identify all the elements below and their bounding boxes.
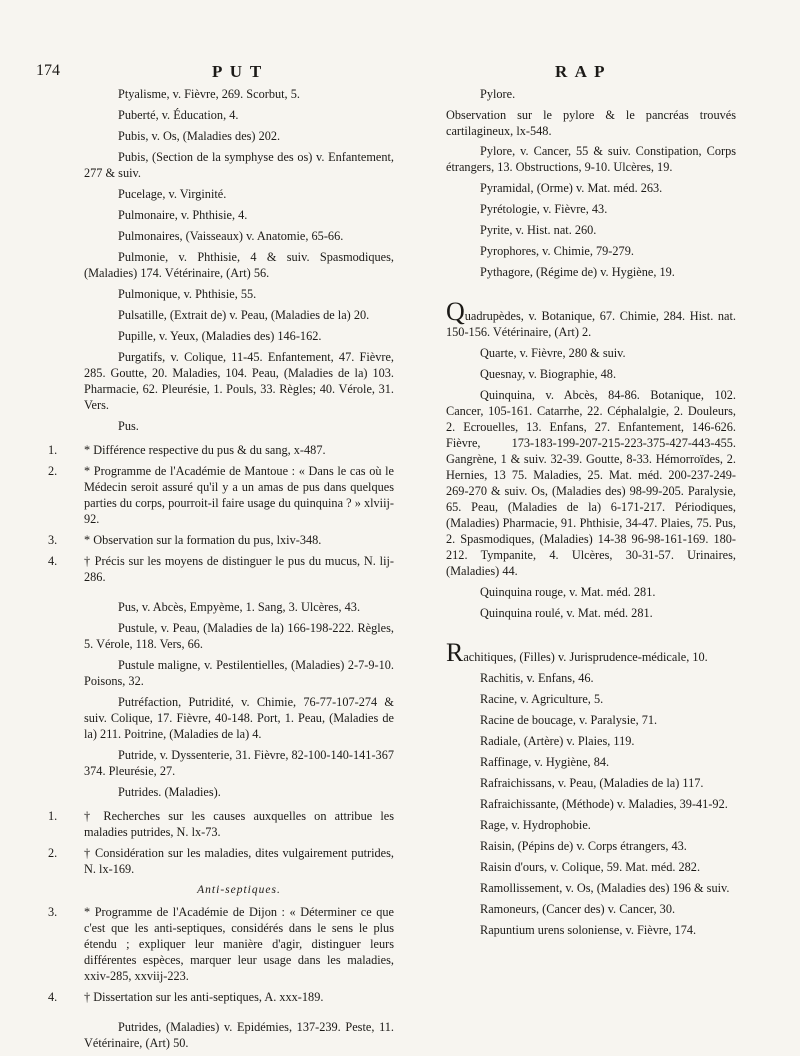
index-entry: Quesnay, v. Biographie, 48. (480, 367, 617, 381)
index-entry: Ramoneurs, (Cancer des) v. Cancer, 30. (480, 902, 676, 916)
reference-text: * Observation sur la formation du pus, lxiv-348. (84, 533, 322, 547)
index-entry: Pulsatille, (Extrait de) v. Peau, (Maladies de la) 20. (118, 308, 370, 322)
numbered-reference (48, 553, 394, 585)
reference-text: * Différence respective du pus & du sang, x-487. (84, 443, 326, 457)
section-entry-text: achitiques, (Filles) v. Jurisprudence-médicale, 10. (463, 650, 708, 664)
reference-number: 1. (48, 443, 58, 457)
numbered-reference (48, 845, 394, 877)
index-entry: Putrides. (Maladies). (118, 785, 221, 799)
reference-number: 3. (48, 905, 58, 919)
index-entry: Quinquina rouge, v. Mat. méd. 281. (480, 585, 656, 599)
index-entry: Raffinage, v. Hygiène, 84. (480, 755, 610, 769)
index-entry: Pupille, v. Yeux, (Maladies des) 146-162. (118, 329, 322, 343)
index-entry: Raisin d'ours, v. Colique, 59. Mat. méd. 282. (480, 860, 701, 874)
index-entry: Ramollissement, v. Os, (Maladies des) 196 & suiv. (480, 881, 730, 895)
index-entry: Radiale, (Artère) v. Plaies, 119. (480, 734, 635, 748)
left-column (48, 86, 394, 1056)
index-entry: Pucelage, v. Virginité. (118, 187, 227, 201)
numbered-reference (48, 904, 394, 984)
index-entry: Pus, v. Abcès, Empyème, 1. Sang, 3. Ulcères, 43. (118, 600, 361, 614)
reference-text: † Précis sur les moyens de distinguer le pus du mucus, N. lij-286. (84, 554, 394, 584)
index-entry: Racine, v. Agriculture, 5. (480, 692, 604, 706)
index-entry: Rafraichissans, v. Peau, (Maladies de la) 117. (480, 776, 704, 790)
index-entry: Pyrétologie, v. Fièvre, 43. (480, 202, 608, 216)
reference-text: * Programme de l'Académie de Dijon : « Déterminer ce que c'est que les anti-septiques, considérés dans le sens le plus étendu ; expliquer leur manière d'agir, distinguer leurs différentes espèces, marquer leur usage dans les maladies, xxiv-285, xxviij-223. (84, 905, 394, 983)
subsection-heading: Anti-septiques. (197, 884, 281, 896)
reference-number: 3. (48, 533, 58, 547)
index-entry: Rafraichissante, (Méthode) v. Maladies, 39-41-92. (480, 797, 728, 811)
reference-note: Observation sur le pylore & le pancréas trouvés cartilagineux, lx-548. (446, 108, 736, 138)
index-entry: Pus. (118, 419, 139, 433)
section-initial: R (446, 638, 464, 667)
section-entry-text: uadrupèdes, v. Botanique, 67. Chimie, 284. Hist. nat. 150-156. Vétérinaire, (Art) 2. (446, 309, 736, 339)
index-entry: Pubis, v. Os, (Maladies des) 202. (118, 129, 281, 143)
reference-text: * Programme de l'Académie de Mantoue : « Dans le cas où le Médecin seroit assuré qu'il y a un amas de pus dans quelques parties du corps, pourroit-il faire usage du quinquina ? » xlviij-92. (84, 464, 394, 526)
index-entry: Quinquina roulé, v. Mat. méd. 281. (480, 606, 653, 620)
index-entry: Pylore, v. Cancer, 55 & suiv. Constipation, Corps étrangers, 13. Obstructions, 9-10. Ulcères, 19. (446, 144, 736, 174)
index-entry: Pulmonaire, v. Phthisie, 4. (118, 208, 248, 222)
running-head-right: R A P (555, 62, 607, 81)
right-column (446, 86, 736, 943)
index-entry: Quarte, v. Fièvre, 280 & suiv. (480, 346, 626, 360)
numbered-reference (48, 532, 394, 548)
index-entry: Racine de boucage, v. Paralysie, 71. (480, 713, 658, 727)
letter-section-start (446, 297, 736, 340)
index-entry: Pyrophores, v. Chimie, 79-279. (480, 244, 634, 258)
index-entry: Pubis, (Section de la symphyse des os) v. Enfantement, 277 & suiv. (84, 150, 394, 180)
index-entry: Rapuntium urens soloniense, v. Fièvre, 174. (480, 923, 697, 937)
index-entry: Ptyalisme, v. Fièvre, 269. Scorbut, 5. (118, 87, 300, 101)
reference-text: † Considération sur les maladies, dites vulgairement putrides, N. lx-169. (84, 846, 394, 876)
running-head-left: P U T (212, 62, 264, 81)
index-entry: Putride, v. Dyssenterie, 31. Fièvre, 82-100-140-141-367 374. Pleurésie, 27. (84, 748, 394, 778)
index-entry: Puberté, v. Éducation, 4. (118, 108, 239, 122)
index-entry: Purgatifs, v. Colique, 11-45. Enfantement, 47. Fièvre, 285. Goutte, 20. Maladies, 104. Peau, (Maladies de la) 103. Pharmacie, 62. Pleurésie, 1. Pouls, 33. Règles; 40. Vérole, 31. Vers. (84, 350, 394, 412)
index-entry: Pustule, v. Peau, (Maladies de la) 166-198-222. Règles, 5. Vérole, 118. Vers, 66. (84, 621, 394, 651)
numbered-reference (48, 463, 394, 527)
index-entry: Pyramidal, (Orme) v. Mat. méd. 263. (480, 181, 663, 195)
index-entry: Pulmonique, v. Phthisie, 55. (118, 287, 257, 301)
numbered-reference (48, 989, 394, 1005)
index-entry: Raisin, (Pépins de) v. Corps étrangers, 43. (480, 839, 687, 853)
reference-number: 4. (48, 990, 58, 1004)
index-entry: Pyrite, v. Hist. nat. 260. (480, 223, 597, 237)
reference-number: 2. (48, 464, 58, 478)
numbered-reference (48, 442, 394, 458)
index-entry: Quinquina, v. Abcès, 84-86. Botanique, 102. Cancer, 105-161. Catarrhe, 22. Céphalalgie, 2. Douleurs, 2. Ecrouelles, 13. Enfans, 27. Enfantement, 146-626. Fièvre, 173-183-199-207-215-223-375-427-443-455. Gangrène, 1 & suiv. 32-39. Goutte, 8-33. Hémorroïdes, 2. Hernies, 13 75. Maladies, 25. Mat. méd. 200-237-249-269-270 & suiv. Os, (Maladies des) 98-99-205. Paralysie, 65. Peau, (Maladies de la) 6-171-217. Périodiques, (Maladies) Pharmacie, 91. Phthisie, 34-47. Plaies, 75. Pus, 2. Spasmodiques, (Maladies) 14-38 96-98-161-169. 180-212. Tympanite, 4. Ulcères, 30-31-57. Urinaires, (Maladies) 44. (446, 388, 736, 578)
numbered-reference (48, 808, 394, 840)
index-entry: Pylore. (480, 87, 516, 101)
index-entry: Pustule maligne, v. Pestilentielles, (Maladies) 2-7-9-10. Poisons, 32. (84, 658, 394, 688)
section-initial: Q (446, 297, 465, 326)
index-entry: Putréfaction, Putridité, v. Chimie, 76-77-107-274 & suiv. Colique, 17. Fièvre, 40-148. Port, 1. Peau, (Maladies de la) 211. Poitrine, (Maladies de la) 4. (84, 695, 394, 741)
index-entry: Pulmonaires, (Vaisseaux) v. Anatomie, 65-66. (118, 229, 344, 243)
reference-text: † Dissertation sur les anti-septiques, A. xxx-189. (84, 990, 324, 1004)
reference-number: 1. (48, 809, 58, 823)
index-entry: Rage, v. Hydrophobie. (480, 818, 591, 832)
reference-number: 4. (48, 554, 58, 568)
reference-text: † Recherches sur les causes auxquelles on attribue les maladies putrides, N. lx-73. (84, 809, 394, 839)
reference-number: 2. (48, 846, 58, 860)
index-entry: Rachitis, v. Enfans, 46. (480, 671, 594, 685)
index-entry: Pythagore, (Régime de) v. Hygiène, 19. (480, 265, 675, 279)
page-number: 174 (36, 62, 60, 79)
index-entry: Pulmonie, v. Phthisie, 4 & suiv. Spasmodiques, (Maladies) 174. Vétérinaire, (Art) 56. (84, 250, 394, 280)
letter-section-start (446, 638, 736, 667)
index-entry: Putrides, (Maladies) v. Epidémies, 137-239. Peste, 11. Vétérinaire, (Art) 50. (84, 1020, 394, 1050)
